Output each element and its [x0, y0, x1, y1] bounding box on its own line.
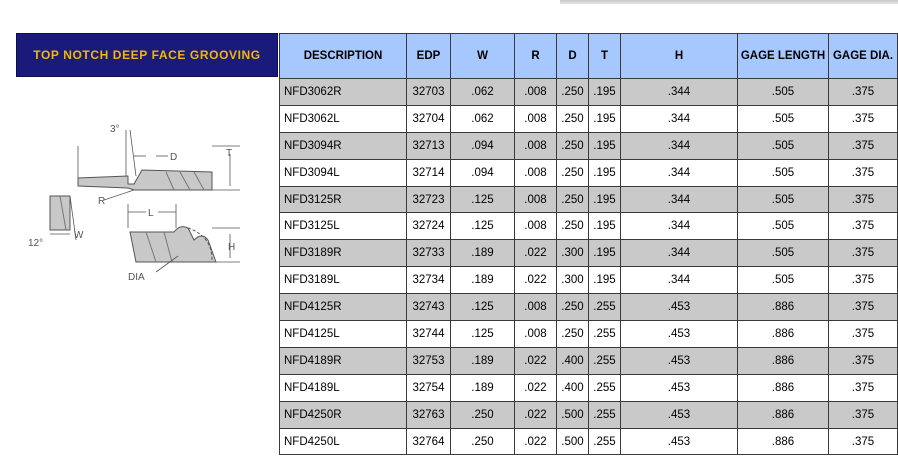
table-body	[280, 79, 898, 455]
table-cell: .886	[738, 347, 829, 374]
table-cell: .400	[557, 347, 589, 374]
table-cell: .189	[451, 374, 515, 401]
part-description-cell: NFD3125L	[280, 213, 407, 240]
table-cell: 32703	[407, 79, 451, 106]
table-cell: .505	[738, 267, 829, 294]
table-cell: .062	[451, 105, 515, 132]
table-cell: .375	[829, 294, 898, 321]
label-r: R	[98, 196, 106, 207]
table-cell: .375	[829, 267, 898, 294]
table-cell: .375	[829, 186, 898, 213]
part-description-cell: NFD3125R	[280, 186, 407, 213]
part-description-cell: NFD3094L	[280, 159, 407, 186]
table-cell: 32753	[407, 347, 451, 374]
label-h: H	[228, 242, 236, 253]
table-cell: 32724	[407, 213, 451, 240]
table-cell: .500	[557, 401, 589, 428]
table-cell: .505	[738, 240, 829, 267]
part-description-cell: NFD4189L	[280, 374, 407, 401]
table-cell: .300	[557, 267, 589, 294]
table-cell: .022	[515, 240, 557, 267]
table-cell: .255	[589, 374, 621, 401]
tool-diagram	[16, 100, 256, 300]
table-cell: 32704	[407, 105, 451, 132]
table-cell: .195	[589, 186, 621, 213]
table-cell: .195	[589, 159, 621, 186]
table-cell: .195	[589, 105, 621, 132]
table-cell: .022	[515, 374, 557, 401]
table-cell: .250	[451, 401, 515, 428]
table-row	[280, 428, 898, 455]
table-cell: .022	[515, 428, 557, 455]
table-cell: .250	[557, 132, 589, 159]
table-cell: .375	[829, 347, 898, 374]
table-cell: .453	[621, 294, 738, 321]
part-description-cell: NFD3189R	[280, 240, 407, 267]
column-header: EDP	[407, 34, 451, 79]
table-cell: .250	[557, 294, 589, 321]
table-cell: .453	[621, 401, 738, 428]
table-cell: .195	[589, 213, 621, 240]
table-cell: .886	[738, 294, 829, 321]
part-description-cell: NFD3062L	[280, 105, 407, 132]
table-cell: .022	[515, 347, 557, 374]
table-cell: .375	[829, 105, 898, 132]
table-row	[280, 374, 898, 401]
part-description-cell: NFD4250L	[280, 428, 407, 455]
column-header: D	[557, 34, 589, 79]
table-cell: 32754	[407, 374, 451, 401]
table-cell: .250	[451, 428, 515, 455]
table-cell: .505	[738, 79, 829, 106]
part-description-cell: NFD4125R	[280, 294, 407, 321]
table-cell: .500	[557, 428, 589, 455]
table-cell: .344	[621, 186, 738, 213]
table-cell: .375	[829, 428, 898, 455]
table-row	[280, 159, 898, 186]
part-description-cell: NFD3189L	[280, 267, 407, 294]
table-cell: .375	[829, 132, 898, 159]
table-cell: .189	[451, 347, 515, 374]
table-cell: .189	[451, 240, 515, 267]
table-cell: .195	[589, 267, 621, 294]
table-cell: .375	[829, 159, 898, 186]
part-description-cell: NFD4125L	[280, 321, 407, 348]
table-cell: 32743	[407, 294, 451, 321]
table-cell: .375	[829, 79, 898, 106]
table-row	[280, 294, 898, 321]
table-row	[280, 347, 898, 374]
table-cell: .255	[589, 428, 621, 455]
label-w: W	[74, 230, 84, 241]
table-row	[280, 321, 898, 348]
table-cell: 32713	[407, 132, 451, 159]
table-cell: .255	[589, 321, 621, 348]
label-angle-top: 3°	[110, 124, 120, 135]
part-description-cell: NFD4189R	[280, 347, 407, 374]
side-view-block	[50, 196, 70, 230]
table-cell: .505	[738, 186, 829, 213]
table-cell: .453	[621, 428, 738, 455]
column-header: GAGE LENGTH	[738, 34, 829, 79]
table-cell: .195	[589, 132, 621, 159]
column-header: W	[451, 34, 515, 79]
table-cell: 32744	[407, 321, 451, 348]
table-row	[280, 213, 898, 240]
column-header: R	[515, 34, 557, 79]
label-t: T	[226, 148, 233, 159]
table-cell: .250	[557, 186, 589, 213]
part-description-cell: NFD4250R	[280, 401, 407, 428]
table-cell: .453	[621, 321, 738, 348]
top-decorative-bar	[560, 0, 898, 4]
table-cell: .886	[738, 374, 829, 401]
table-cell: 32764	[407, 428, 451, 455]
table-cell: .008	[515, 79, 557, 106]
table-cell: .125	[451, 213, 515, 240]
table-cell: .255	[589, 347, 621, 374]
front-view-tool	[130, 227, 216, 262]
table-cell: .008	[515, 213, 557, 240]
table-cell: .008	[515, 186, 557, 213]
table-cell: .344	[621, 267, 738, 294]
table-cell: .344	[621, 240, 738, 267]
table-cell: .008	[515, 159, 557, 186]
part-description-cell: NFD3094R	[280, 132, 407, 159]
table-cell: 32734	[407, 267, 451, 294]
label-angle-side: 12°	[28, 238, 44, 249]
table-cell: .505	[738, 213, 829, 240]
table-cell: .255	[589, 401, 621, 428]
label-dia: DIA	[128, 272, 145, 283]
table-cell: .189	[451, 267, 515, 294]
table-cell: .505	[738, 132, 829, 159]
table-cell: .505	[738, 159, 829, 186]
table-cell: .375	[829, 213, 898, 240]
table-cell: .250	[557, 79, 589, 106]
table-row	[280, 79, 898, 106]
table-cell: .375	[829, 240, 898, 267]
table-cell: .250	[557, 213, 589, 240]
table-cell: .022	[515, 401, 557, 428]
table-cell: .344	[621, 132, 738, 159]
part-description-cell: NFD3062R	[280, 79, 407, 106]
table-row	[280, 240, 898, 267]
table-cell: .255	[589, 294, 621, 321]
table-row	[280, 132, 898, 159]
table-cell: .375	[829, 401, 898, 428]
section-title: TOP NOTCH DEEP FACE GROOVING	[16, 33, 278, 77]
table-row	[280, 105, 898, 132]
table-cell: .094	[451, 132, 515, 159]
table-cell: .344	[621, 105, 738, 132]
table-cell: 32733	[407, 240, 451, 267]
table-cell: .453	[621, 374, 738, 401]
table-row	[280, 401, 898, 428]
table-cell: .453	[621, 347, 738, 374]
table-cell: .022	[515, 267, 557, 294]
table-cell: .008	[515, 294, 557, 321]
table-cell: .008	[515, 105, 557, 132]
table-cell: .250	[557, 159, 589, 186]
table-row	[280, 186, 898, 213]
table-cell: .344	[621, 79, 738, 106]
table-cell: .195	[589, 240, 621, 267]
table-cell: .062	[451, 79, 515, 106]
label-d: D	[170, 152, 178, 163]
table-cell: .125	[451, 186, 515, 213]
spec-table	[279, 33, 898, 455]
table-row	[280, 267, 898, 294]
column-header: DESCRIPTION	[280, 34, 407, 79]
column-header: GAGE DIA.	[829, 34, 898, 79]
table-cell: 32723	[407, 186, 451, 213]
table-cell: .250	[557, 105, 589, 132]
table-cell: .125	[451, 321, 515, 348]
table-cell: .886	[738, 321, 829, 348]
table-cell: .344	[621, 159, 738, 186]
table-header-row	[280, 34, 898, 79]
column-header: H	[621, 34, 738, 79]
top-view-tool	[78, 170, 212, 190]
table-cell: .505	[738, 105, 829, 132]
table-cell: .344	[621, 213, 738, 240]
table-cell: .300	[557, 240, 589, 267]
table-cell: .250	[557, 321, 589, 348]
table-cell: .375	[829, 321, 898, 348]
table-cell: .375	[829, 374, 898, 401]
label-l: L	[148, 208, 154, 219]
column-header: T	[589, 34, 621, 79]
table-cell: 32763	[407, 401, 451, 428]
table-cell: .125	[451, 294, 515, 321]
table-cell: 32714	[407, 159, 451, 186]
table-cell: .008	[515, 132, 557, 159]
table-cell: .886	[738, 401, 829, 428]
table-cell: .195	[589, 79, 621, 106]
table-cell: .008	[515, 321, 557, 348]
table-cell: .886	[738, 428, 829, 455]
table-cell: .400	[557, 374, 589, 401]
table-cell: .094	[451, 159, 515, 186]
